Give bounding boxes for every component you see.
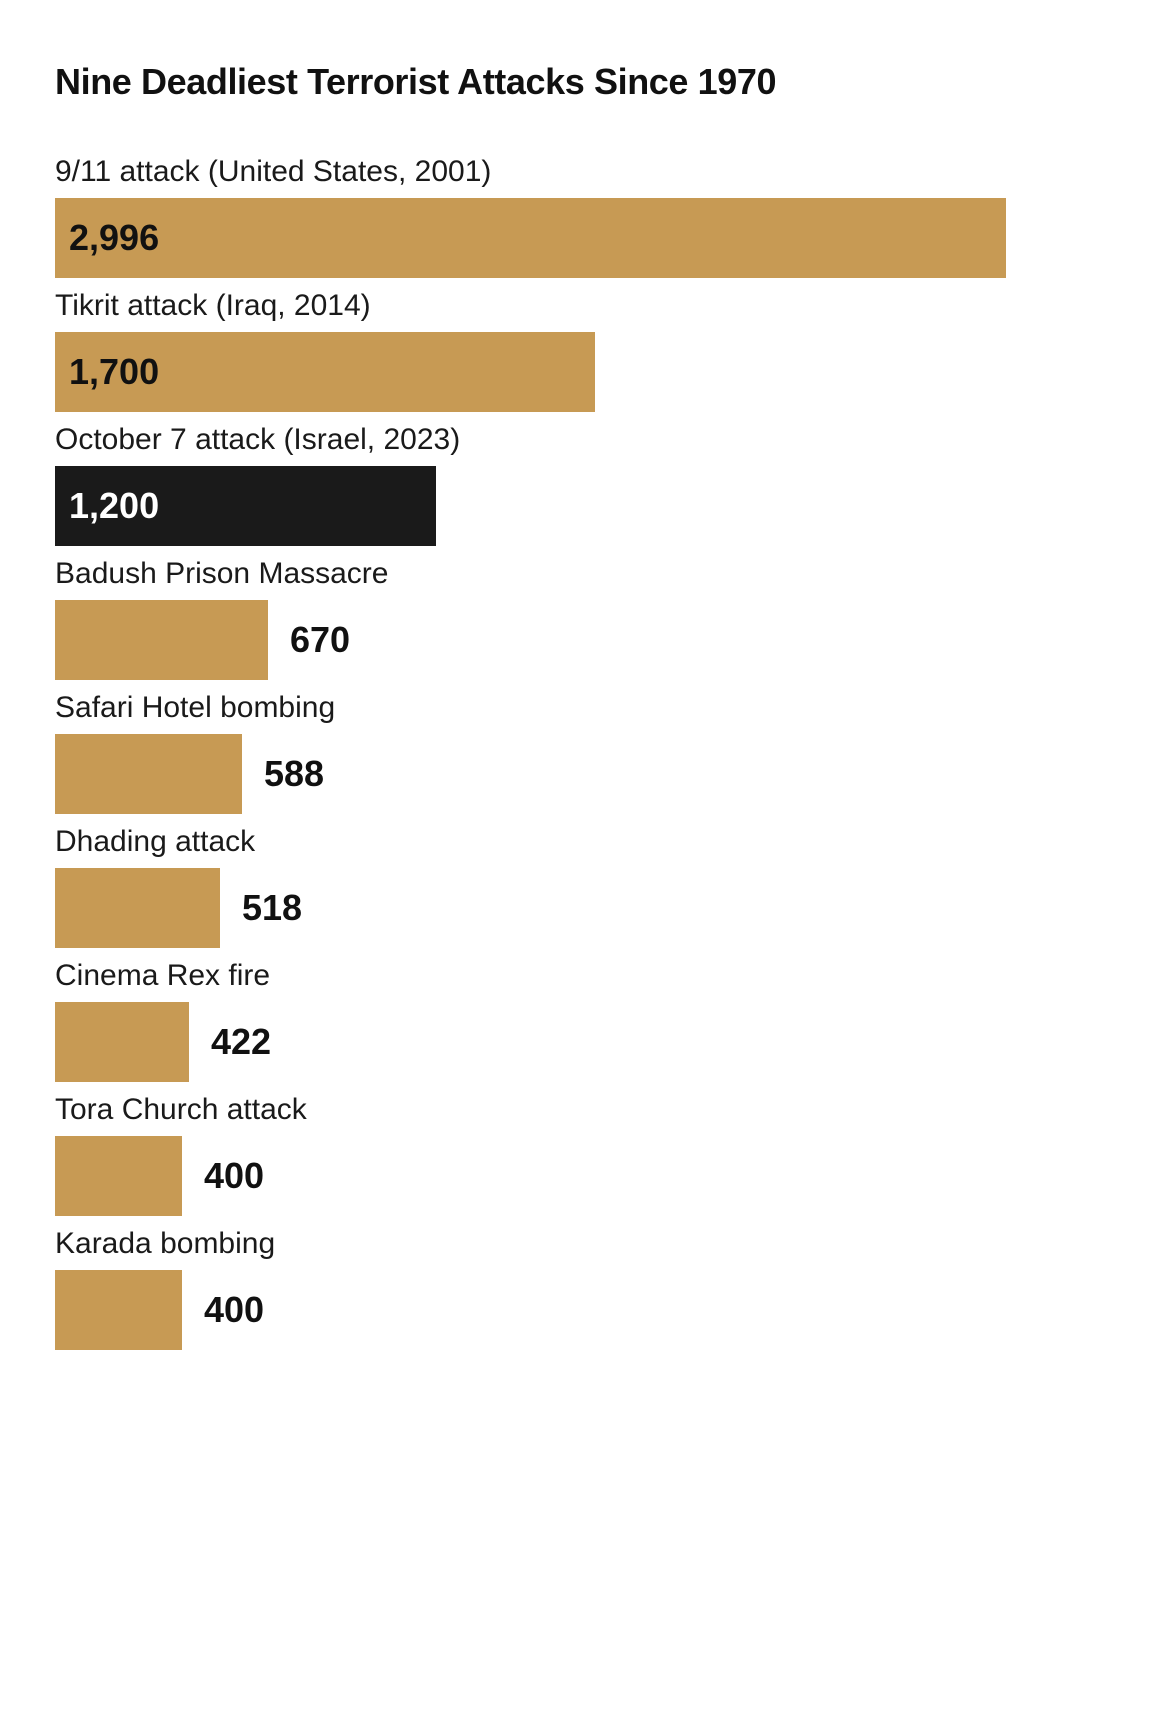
bar-label-2: October 7 attack (Israel, 2023) bbox=[55, 422, 461, 456]
bar-value-8: 400 bbox=[204, 1288, 265, 1330]
bar-row-7 bbox=[55, 1136, 1106, 1216]
bar-value-5: 518 bbox=[242, 886, 303, 928]
bar-block-5 bbox=[55, 824, 1106, 948]
bar-value-1: 1,700 bbox=[69, 350, 160, 392]
bar-value-0: 2,996 bbox=[69, 216, 160, 258]
bar-1 bbox=[55, 332, 595, 412]
bar-8 bbox=[55, 1270, 182, 1350]
bar-label-3: Badush Prison Massacre bbox=[55, 556, 389, 590]
bar-7 bbox=[55, 1136, 182, 1216]
bar-block-3 bbox=[55, 556, 1106, 680]
bar-block-0 bbox=[55, 154, 1106, 278]
bar-block-4 bbox=[55, 690, 1106, 814]
bar-3 bbox=[55, 600, 268, 680]
bar-block-2 bbox=[55, 422, 1106, 546]
bar-block-6 bbox=[55, 958, 1106, 1082]
bar-row-6 bbox=[55, 1002, 1106, 1082]
bar-6 bbox=[55, 1002, 189, 1082]
bar-block-8 bbox=[55, 1226, 1106, 1350]
bar-row-1 bbox=[55, 332, 1106, 412]
page-title: Nine Deadliest Terrorist Attacks Since 1970 bbox=[55, 61, 777, 102]
bar-value-7: 400 bbox=[204, 1154, 265, 1196]
bar-label-1: Tikrit attack (Iraq, 2014) bbox=[55, 288, 371, 322]
bar-value-2: 1,200 bbox=[69, 484, 160, 526]
bar-value-6: 422 bbox=[211, 1020, 272, 1062]
bar-label-7: Tora Church attack bbox=[55, 1092, 307, 1126]
bar-value-3: 670 bbox=[290, 618, 351, 660]
bar-row-0 bbox=[55, 198, 1106, 278]
bar-label-0: 9/11 attack (United States, 2001) bbox=[55, 154, 492, 188]
bar-label-4: Safari Hotel bombing bbox=[55, 690, 336, 724]
bar-row-8 bbox=[55, 1270, 1106, 1350]
bar-row-3 bbox=[55, 600, 1106, 680]
bar-label-5: Dhading attack bbox=[55, 824, 256, 858]
bar-row-5 bbox=[55, 868, 1106, 948]
bar-block-1 bbox=[55, 288, 1106, 412]
bar-block-7 bbox=[55, 1092, 1106, 1216]
bar-row-4 bbox=[55, 734, 1106, 814]
bar-label-8: Karada bombing bbox=[55, 1226, 276, 1260]
bar-row-2 bbox=[55, 466, 1106, 546]
bar-4 bbox=[55, 734, 242, 814]
bar-label-6: Cinema Rex fire bbox=[55, 958, 271, 992]
bar-value-4: 588 bbox=[264, 752, 325, 794]
bar-5 bbox=[55, 868, 220, 948]
bar-2 bbox=[55, 466, 436, 546]
bar-0 bbox=[55, 198, 1006, 278]
